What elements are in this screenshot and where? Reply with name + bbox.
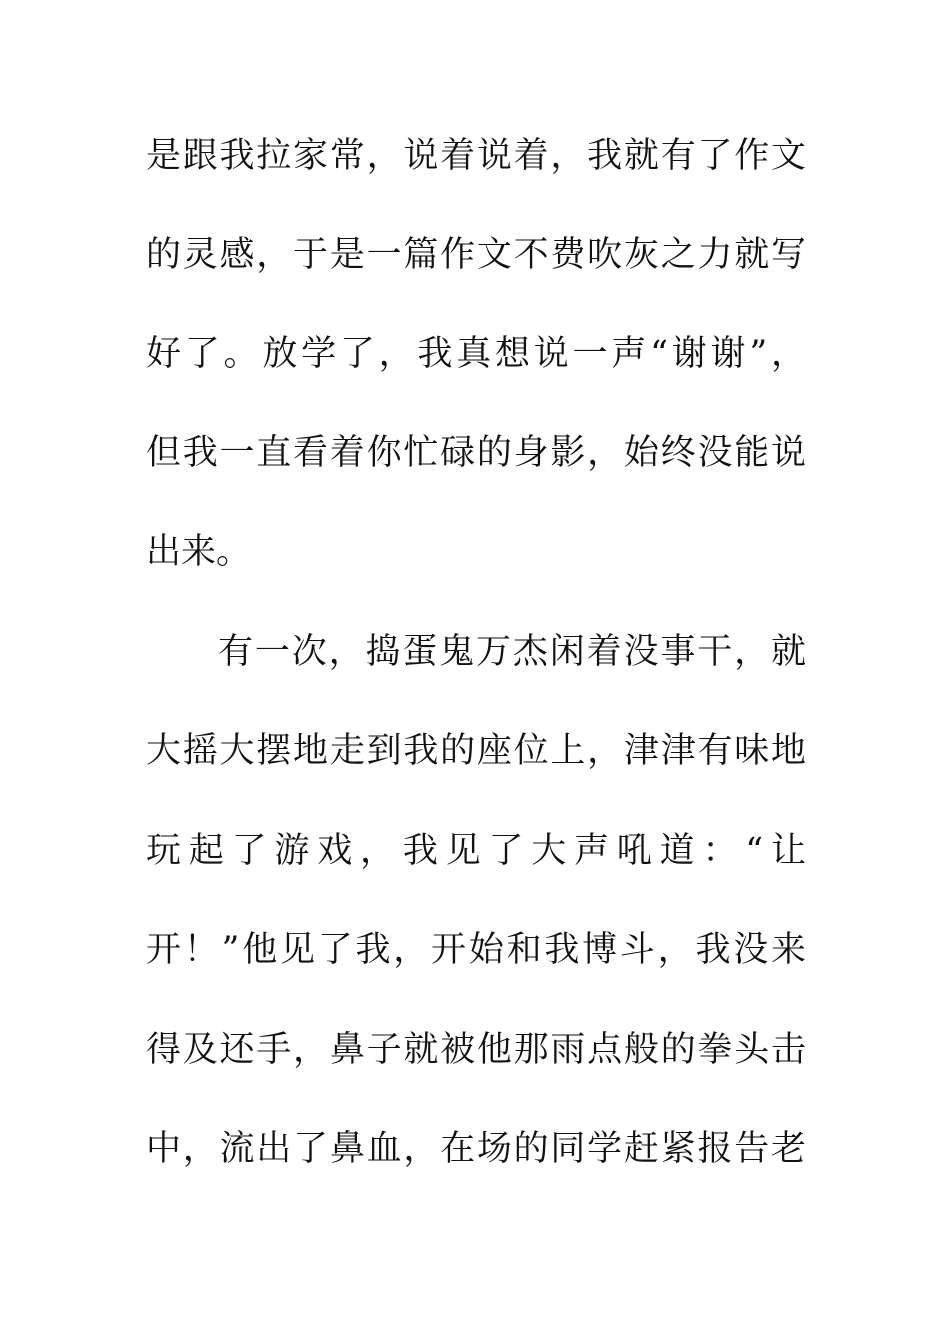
paragraph-2-line-4: 开！”他见了我，开始和我博斗，我没来	[146, 930, 806, 970]
paragraph-line-1: 是跟我拉家常，说着说着，我就有了作文	[146, 136, 806, 176]
paragraph-2-line-3: 玩起了游戏，我见了大声吼道：“让	[146, 831, 806, 871]
paragraph-2-line-5: 得及还手，鼻子就被他那雨点般的拳头击	[146, 1030, 806, 1070]
paragraph-line-4: 但我一直看着你忙碌的身影，始终没能说	[146, 433, 806, 473]
paragraph-2-line-6: 中，流出了鼻血，在场的同学赶紧报告老	[146, 1129, 806, 1169]
paragraph-2-line-2: 大摇大摆地走到我的座位上，津津有味地	[146, 731, 806, 771]
paragraph-line-2: 的灵感，于是一篇作文不费吹灰之力就写	[146, 235, 806, 275]
paragraph-line-5: 出来。	[146, 532, 252, 572]
paragraph-line-3: 好了。放学了，我真想说一声“谢谢”，	[146, 334, 806, 374]
paragraph-2-line-1: 有一次，捣蛋鬼万杰闲着没事干，就	[218, 632, 806, 672]
